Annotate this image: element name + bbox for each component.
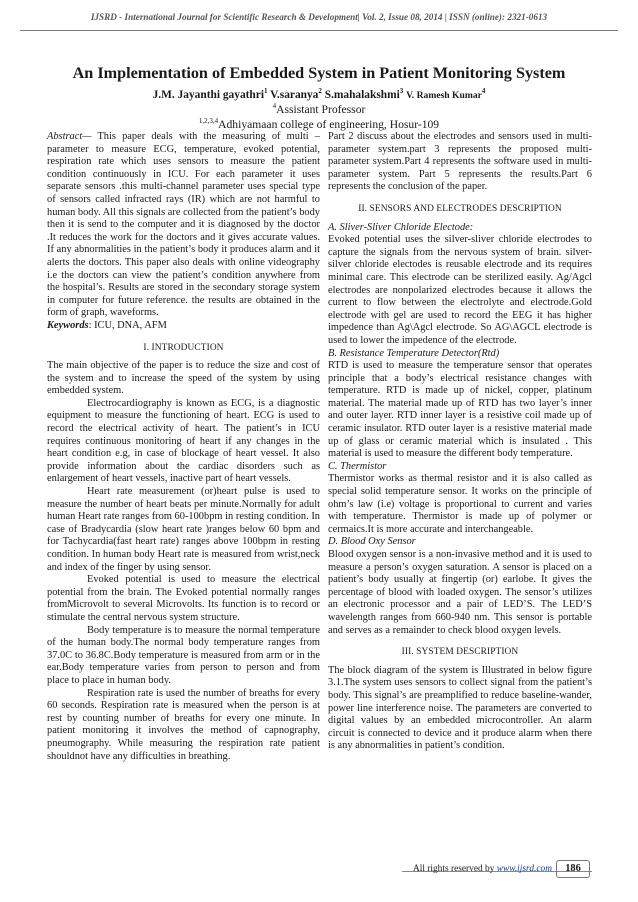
author-name: V.saranya [270,88,319,101]
system-paragraph: The block diagram of the system is Illustrated in below figure 3.1.The system uses sensors to collect signal from the patient’s body. This signal’s are preamplified to reduce baseline-wander, power line interference noise. The parameters are converted to digital values by an embedded microcontroller. An alarm circuit is connected to device and it produce alarm when there is any abnormalities in patient’s condition. [328,664,592,752]
affiliation-institution: $^{1,2,3,4}$Adhiyamaan college of engineering, Hosur-109 [198,117,440,131]
subsection-heading: B. Resistance Temperature Detector(Rtd) [328,347,500,359]
author-name: S.mahalakshmi [324,88,400,101]
subsection-heading: D. Blood Oxy Sensor [328,536,416,548]
subsection-text: Blood oxygen sensor is a non-invasive method and it is used to measure a person’s oxygen saturation. A sensor is placed on a patient’s body usually at fingertip (or) earlobe. It gives the percentage of blood with loaded oxygen. The sensor’s utilizes an electronic processor and a pair of LED’S. The LED’S wavelength ranges from 660-940 nm. This sensor is portable and serves as a remainder to check blood oxygen levels. [328,549,592,636]
paper-title: An Implementation of Embedded System in Patient Monitoring System [72,64,566,82]
intro-paragraph: Electrocardiography is known as ECG, is a diagnostic equipment to measure the functioning of heart. ECG is used to record the electrical activity of heart. The patient’s in ICU requires continuous monitoring of heart if any changes in the heart condition e.g, in case of blockage of heart vessel. It also provide information about the cardiac disorders such as enlargement of heart vessels, inactive part of heart vessels. [47,397,320,485]
abstract [47,131,320,320]
affiliation-role: $^4$Assistant Professor [272,102,366,116]
keywords-label: Keywords [47,319,89,331]
footer-url-link[interactable]: www.ijsrd.com [496,864,552,874]
intro-paragraph: Heart rate measurement (or)heart pulse is used to measure the number of heart beats per minute.Normally for adult human Heart rate ranges from 60-100bpm in resting condition. In case of Bradycardia (slow heart rate )ranges below 60 bpm and for Tachycardia(fast heart rate) ranges above 100bpm in resting condition. In human body Heart rate is measured from wrist,neck and index of the finger by using sensor. [47,486,320,573]
subsection-heading: A. Sliver-Sliver Chloride Electode: [328,221,474,233]
affiliation-inst-mark: 1,2,3,4 [198,117,219,125]
keywords [47,320,320,333]
intro-paragraph: Body temperature is to measure the normal temperature of the human body.The normal body temperature ranges from 37.0C to 36.8C.Body temperature is measured from arm or in the ear.Body temperature varies from person to person and from place to place in human body. [47,624,320,686]
subsection-text: Thermistor works as thermal resistor and it is also called as special solid temperature sensor. It works on the principle of ohm’s law (i.e) voltage is proportional to current and varies with temperature. Thermistor is made up of polymer or cermaics.It is more accurate and interchangeable. [328,473,592,535]
author-mark: 1 [264,87,268,95]
abstract-text: This paper deals with the measuring of multi – parameter to measure ECG, temperature, evoked potential, respiration rate which uses sensors to measure the patient condition continuously in ICU. For each parameter it uses separate sensors .this multi-channel parameter uses special type of sensors called infracted rays (IR) which are not harmful to human body. All this signals are collected from the patient’s body then it is send to the computer and it is diagnosed by the doctor .It reduces the work for the doctors and it gives accurate values. If any abnormalities in the patient’s body it produces alarm and it alerts the doctors. This paper also deals with online videography i.e the doctors can view the patient’s condition anywhere from the hospital’s. Results are stored in the secondary storage system in computer for future reference. the results are obtained in the form of graph, waveforms. [47,131,320,319]
keywords-text: : ICU, DNA, AFM [88,319,167,331]
author-mark: 2 [318,87,322,95]
page-number: 186 [556,860,590,878]
author-name: J.M. Jayanthi gayathri [152,88,264,101]
left-column [47,131,320,763]
section-heading-system: III. SYSTEM DESCRIPTION [401,647,519,658]
intro-paragraph: The main objective of the paper is to reduce the size and cost of the system and to increase the speed of the system by using embedded system. [47,360,320,397]
intro-paragraph: Evoked potential is used to measure the electrical potential from the brain. The Evoked potential normally ranges fromMicrovolt to several Microvolts. Its function is to record or stimulate the central nervous system structure. [47,574,320,623]
footer-rights: All rights reserved by www.ijsrd.com [412,864,552,874]
intro-paragraph: Respiration rate is used the number of breaths for every 60 seconds. Respiration rate is measured when the person is at rest by counting number of breaths for every one minute. In patient monitoring it involves the method of capnography, pneumography. While measuring the respiration rate patient shouldnot have any difficulties in breathing. [47,687,320,762]
abstract-label: Abstract— [47,131,92,142]
affiliation-role-mark: 4 [272,102,277,110]
paper-outline-paragraph: Part 2 discuss about the electrodes and sensors used in multi-parameter system.part 3 represents the proposed multi-parameter system.Part 4 represents the software used in multi-parameter system. Part 5 represents the results.Part 6 represents the conclusion of the paper. [328,131,592,193]
section-heading-introduction: I. INTRODUCTION [143,342,224,353]
subsection-heading: C. Thermistor [328,460,387,472]
section-heading-sensors: II. SENSORS AND ELECTRODES DESCRIPTION [358,203,562,214]
author-mark: 4 [481,87,486,95]
subsection-text: RTD is used to measure the temperature sensor that operates principle that a body’s electrical resistance changes with temperature. RTD is made up of nickel, copper, platinum material. The material made up of RTD has two layer’s inner and outer layer. RTD inner layer is a resistive coil made up of ceramic insulator. RTD outer layer is a resistive material made up of glass or ceramic material which is insulated . This material is used to measure the different body temperature. [328,360,592,460]
subsection-text: Evoked potential uses the silver-sliver chloride electrodes to capture the signals from the nervous system of brain. silver-silver chloride electodes is reusable electrode and its requires minimal care. This electrode can be sterilized easily. Ag/Agcl electrodes are nonpolarized electrodes because it allows the current to flow between the electrolyte and electrode.Gold electrode with gel are used to record the EEG it has higher impedence than Ag\Agcl electrode. So AG\AGCL electrode is used to lower the impedence of the electrode. [328,234,592,346]
right-column [328,131,592,753]
author-name: V. Ramesh Kumar [406,89,482,101]
author-mark: 3 [399,87,404,95]
journal-header: IJSRD - International Journal for Scientific Research & Development| Vol. 2, Issue 08, 2014 | ISSN (online): 2321-0613 [20,8,618,31]
